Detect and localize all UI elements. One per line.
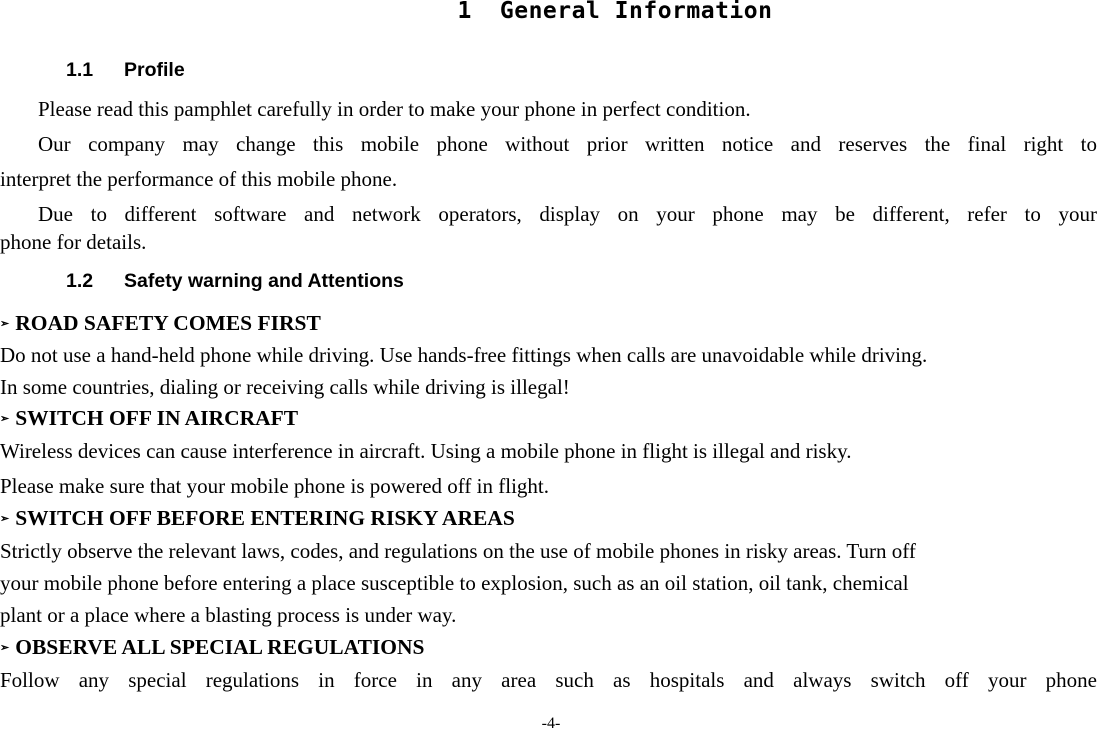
section-title: Safety warning and Attentions bbox=[124, 270, 404, 292]
warning-line: Do not use a hand-held phone while driving. Use hands-free fittings when calls are unavoidable while driving. bbox=[0, 343, 928, 367]
section-title: Profile bbox=[124, 59, 185, 81]
arrow-bullet-icon: ➢ bbox=[0, 317, 10, 330]
arrow-bullet-icon: ➢ bbox=[0, 512, 10, 525]
chapter-title bbox=[0, 0, 1102, 24]
section-heading-profile bbox=[66, 59, 185, 82]
arrow-bullet-icon: ➢ bbox=[0, 641, 10, 654]
warning-line: Strictly observe the relevant laws, codes, and regulations on the use of mobile phones in risky areas. Turn off bbox=[0, 539, 916, 563]
warning-heading-text: SWITCH OFF IN AIRCRAFT bbox=[15, 406, 299, 430]
warning-line: In some countries, dialing or receiving calls while driving is illegal! bbox=[0, 375, 570, 399]
warning-heading-aircraft bbox=[0, 406, 298, 431]
warning-heading-road-safety bbox=[0, 311, 321, 336]
profile-paragraph-3-line-2: phone for details. bbox=[0, 230, 147, 254]
profile-paragraph-1: Please read this pamphlet carefully in order to make your phone in perfect condition. bbox=[38, 97, 751, 121]
profile-paragraph-2-line-2: interpret the performance of this mobile phone. bbox=[0, 167, 398, 191]
page-number: -4- bbox=[541, 715, 561, 732]
warning-line: your mobile phone before entering a place susceptible to explosion, such as an oil station, oil tank, chemical bbox=[0, 571, 909, 595]
section-heading-safety bbox=[66, 270, 404, 293]
chapter-number: 1 bbox=[457, 0, 472, 24]
warning-line: Follow any special regulations in force in any area such as hospitals and always switch off your phone bbox=[0, 668, 1097, 692]
warning-heading-text: OBSERVE ALL SPECIAL REGULATIONS bbox=[15, 635, 425, 659]
arrow-bullet-icon: ➢ bbox=[0, 412, 10, 425]
section-number: 1.2 bbox=[66, 270, 94, 292]
warning-heading-special-regulations bbox=[0, 635, 425, 660]
warning-heading-risky-areas bbox=[0, 506, 515, 531]
warning-line: plant or a place where a blasting process is under way. bbox=[0, 603, 457, 627]
profile-paragraph-3-line-1: Due to different software and network operators, display on your phone may be different, refer to your bbox=[38, 202, 1097, 226]
chapter-title-text: General Information bbox=[499, 0, 773, 24]
profile-paragraph-2-line-1: Our company may change this mobile phone without prior written notice and reserves the final right to bbox=[38, 132, 1097, 156]
section-number: 1.1 bbox=[66, 59, 94, 81]
warning-heading-text: SWITCH OFF BEFORE ENTERING RISKY AREAS bbox=[15, 506, 515, 530]
warning-line: Please make sure that your mobile phone is powered off in flight. bbox=[0, 474, 549, 498]
warning-heading-text: ROAD SAFETY COMES FIRST bbox=[15, 311, 321, 335]
warning-line: Wireless devices can cause interference in aircraft. Using a mobile phone in flight is illegal and risky. bbox=[0, 439, 852, 463]
